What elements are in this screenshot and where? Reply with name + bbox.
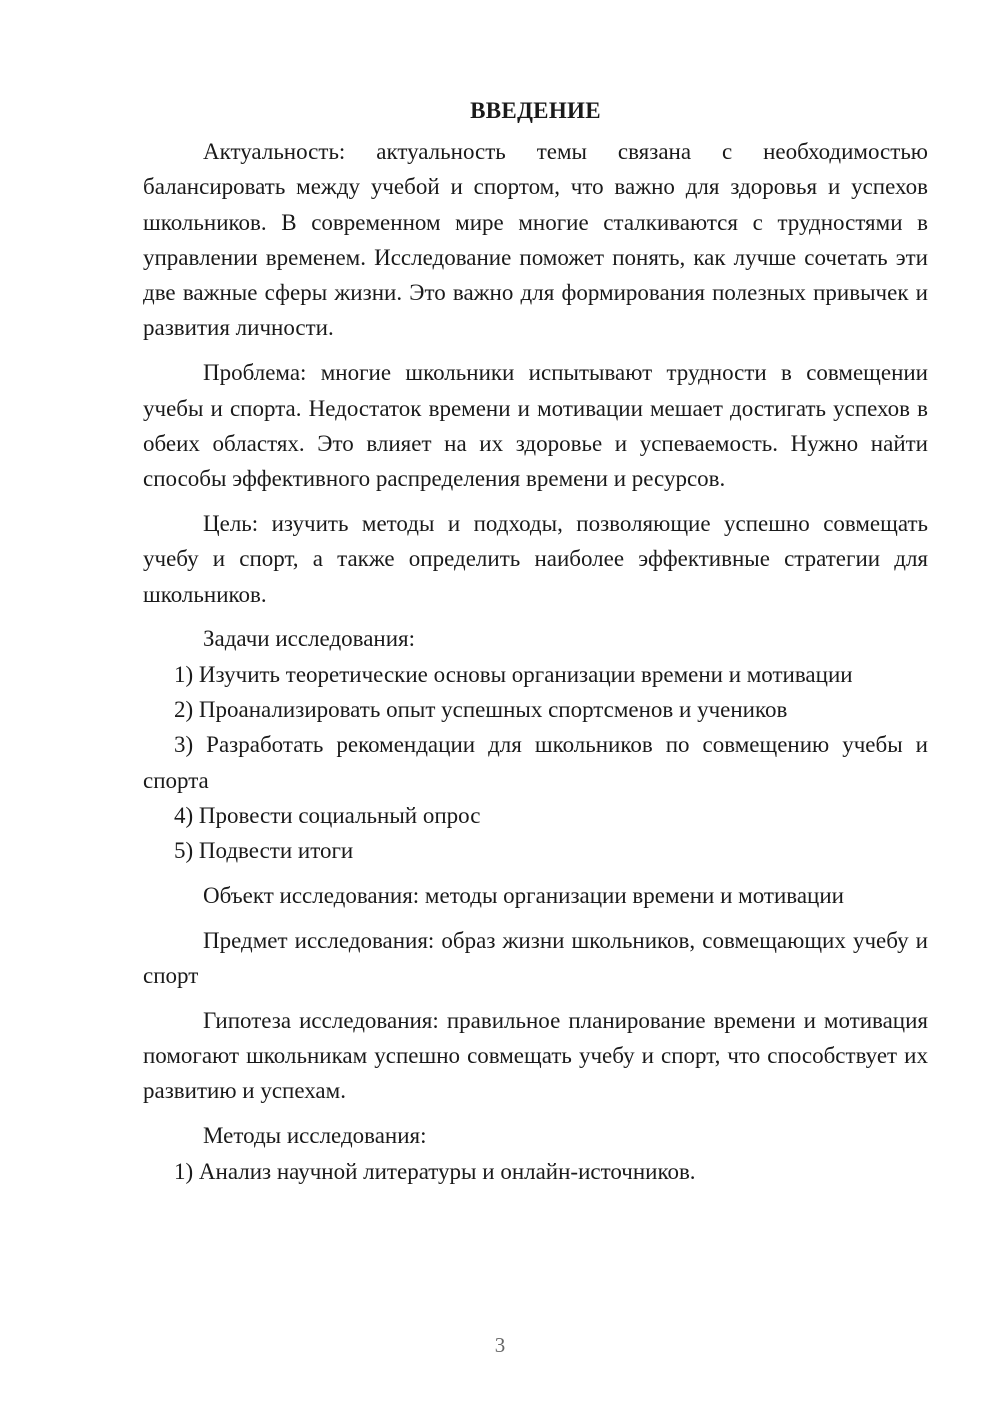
task-item: 1) Изучить теоретические основы организации времени и мотивации [174, 661, 853, 687]
problem-paragraph: Проблема: многие школьники испытывают трудности в совмещении учебы и спорта. Недостаток времени и мотивации мешает достигать успехов в обеих областях. Это влияет на их здоровье и успеваемость. Нужно найти способы эффективного распределения времени и ресурсов. [143, 360, 928, 492]
task-item: 5) Подвести итоги [174, 838, 354, 864]
goal-paragraph: Цель: изучить методы и подходы, позволяющие успешно совмещать учебу и спорт, а также определить наиболее эффективные стратегии для школьников. [143, 510, 928, 607]
method-item: 1) Анализ научной литературы и онлайн-источников. [174, 1158, 696, 1184]
page-content [143, 93, 928, 1189]
page-number: 3 [494, 1333, 506, 1357]
subject-paragraph: Предмет исследования: образ жизни школьников, совмещающих учебу и спорт [143, 927, 928, 989]
object-paragraph: Объект исследования: методы организации времени и мотивации [203, 882, 844, 908]
tasks-heading: Задачи исследования: [203, 626, 416, 652]
task-item: 3) Разработать рекомендации для школьников по совмещению учебы и спорта [143, 732, 928, 793]
page-title: ВВЕДЕНИЕ [470, 98, 601, 123]
task-item: 2) Проанализировать опыт успешных спортсменов и учеников [174, 696, 788, 722]
relevance-paragraph: Актуальность: актуальность темы связана с необходимостью балансировать между учебой и спортом, что важно для здоровья и успехов школьников. В современном мире многие сталкиваются с трудностями в управлении временем. Исследование поможет понять, как лучше сочетать эти две важные сферы жизни. Это важно для формирования полезных привычек и развития личности. [143, 139, 928, 341]
task-item: 4) Провести социальный опрос [174, 802, 481, 828]
methods-heading: Методы исследования: [203, 1123, 427, 1149]
hypothesis-paragraph: Гипотеза исследования: правильное планирование времени и мотивация помогают школьникам успешно совмещать учебу и спорт, что способствует их развитию и успехам. [143, 1007, 928, 1104]
